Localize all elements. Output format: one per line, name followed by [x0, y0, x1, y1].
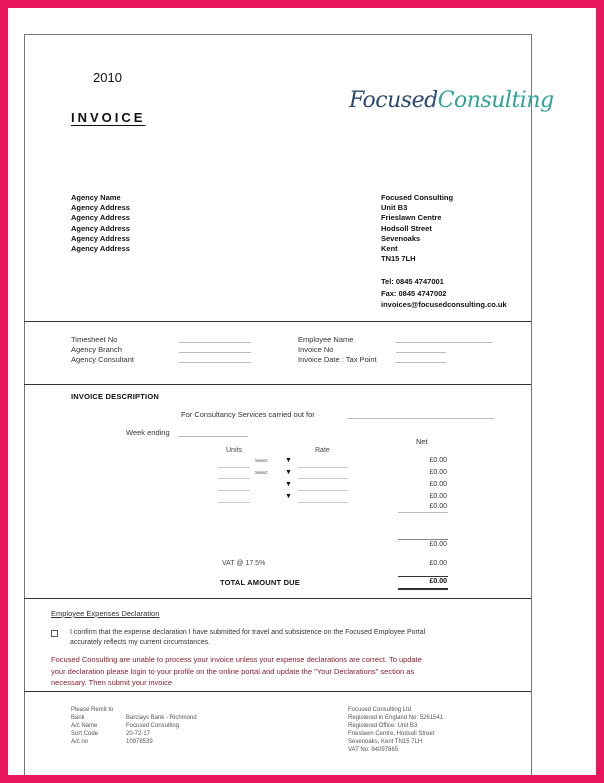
company-address-line: TN15 7LH: [381, 254, 416, 264]
vat-label: VAT @ 17.5%: [222, 560, 266, 567]
logo-text-primary: Focused: [349, 88, 438, 113]
agency-address-line: Agency Address: [71, 233, 130, 243]
line-net-value: £0.00: [429, 469, 447, 476]
dropdown-arrow-icon[interactable]: ▼: [285, 481, 292, 488]
company-logo: [349, 88, 554, 113]
units-input[interactable]: [218, 457, 250, 468]
declaration-line: I confirm that the expense declaration I have submitted for travel and subsistence on the Focused Employee Portal: [70, 629, 426, 636]
registration-line: Frieslawn Centre, Hodsoll Street: [348, 731, 435, 737]
rate-input[interactable]: [298, 457, 348, 468]
company-registration-block: [348, 706, 443, 754]
remit-labels: [71, 714, 98, 746]
total-bottom-rule: [398, 588, 448, 590]
registration-line: Registered Office: Unit B3: [348, 723, 418, 729]
invoice-title: INVOICE: [71, 110, 146, 125]
dropdown-arrow-icon[interactable]: ▼: [285, 457, 292, 464]
agency-consultant-field[interactable]: [179, 362, 251, 363]
remit-value: Focused Consulting: [126, 723, 180, 729]
invoice-email: invoices@focusedconsulting.co.uk: [381, 300, 507, 309]
employee-labels: [298, 335, 377, 365]
declaration-line: accurately reflects my current circumstances.: [70, 639, 211, 646]
line-net-value: £0.00: [429, 503, 447, 510]
telephone: Tel: 0845 4747001: [381, 277, 444, 286]
company-address-line: Hodsoll Street: [381, 223, 432, 233]
dropdown-arrow-icon[interactable]: ▼: [285, 469, 292, 476]
registration-line: Focused Consulting Ltd: [348, 707, 412, 713]
total-amount-value: £0.00: [429, 578, 447, 585]
invoice-no-field[interactable]: [396, 352, 446, 353]
line-net-value: £0.00: [429, 481, 447, 488]
remit-value: Barclays Bank - Richmond: [126, 715, 197, 721]
declaration-checkbox[interactable]: [51, 630, 58, 637]
company-address-line: Focused Consulting: [381, 193, 454, 202]
agency-address-line: Agency Address: [71, 223, 130, 233]
remit-label: A/c Name: [71, 723, 98, 729]
section-divider: [24, 384, 531, 385]
total-amount-label: TOTAL AMOUNT DUE: [220, 578, 301, 587]
company-contact-block: [381, 276, 507, 311]
rate-header: Rate: [315, 447, 330, 454]
warning-line: necessary. Then submit your invoice: [51, 678, 173, 687]
agency-address-line: Agency Address: [71, 213, 130, 223]
subtotal-rule: [398, 539, 448, 540]
rate-input[interactable]: [298, 492, 348, 503]
company-address-line: Sevenoaks: [381, 233, 421, 243]
dropdown-arrow-icon[interactable]: ▼: [285, 493, 292, 500]
line-net-value: £0.00: [429, 457, 447, 464]
remit-values: [126, 714, 197, 746]
agency-branch-field[interactable]: [179, 352, 251, 353]
consultancy-label: For Consultancy Services carried out for: [181, 410, 315, 419]
company-address-line: Unit B3: [381, 203, 408, 213]
section-divider: [24, 321, 531, 322]
company-address-block: [381, 193, 453, 264]
invoice-no-label: Invoice No: [298, 345, 334, 354]
total-top-rule: [398, 576, 448, 577]
agency-consultant-label: Agency Consultant: [71, 355, 134, 364]
timesheet-no-field[interactable]: [179, 342, 251, 343]
rate-input[interactable]: [298, 468, 348, 479]
declaration-text: [70, 628, 425, 648]
remit-label: A/c no: [71, 739, 89, 745]
timesheet-no-label: Timesheet No: [71, 335, 118, 344]
vat-value: £0.00: [429, 560, 447, 567]
fax: Fax: 0845 4747002: [381, 288, 447, 298]
agency-address-line: Agency Address: [71, 244, 130, 254]
employee-name-field[interactable]: [396, 342, 492, 343]
select-dropdown-label[interactable]: Select: [255, 470, 268, 475]
invoice-date-field[interactable]: [396, 362, 446, 363]
logo-text-accent: Consulting: [437, 88, 554, 113]
units-input[interactable]: [218, 468, 250, 479]
section-divider: [24, 598, 531, 599]
net-column-rule: [398, 512, 448, 513]
declaration-warning: [51, 654, 422, 689]
invoice-sheet: [8, 8, 596, 775]
registration-line: Sevenoaks, Kent TN15 7LH: [348, 739, 423, 745]
employee-name-label: Employee Name: [298, 335, 354, 344]
warning-line: your declaration please login to your profile on the online portal and update the "Your Declarations" section as: [51, 666, 415, 676]
agency-address-line: Agency Address: [71, 203, 130, 213]
week-ending-field[interactable]: [178, 436, 248, 437]
subtotal-value: £0.00: [429, 541, 447, 548]
invoice-year: 2010: [93, 70, 122, 85]
remit-label: Sort Code: [71, 731, 99, 737]
consultancy-client-field[interactable]: [348, 418, 494, 419]
remit-value: 20-72-17: [126, 731, 151, 737]
remit-heading: Please Remit to: [71, 707, 114, 713]
remit-value: 10978539: [126, 739, 153, 745]
company-address-line: Kent: [381, 244, 398, 254]
registration-line: VAT No: 84097865: [348, 747, 399, 753]
net-header: Net: [416, 437, 428, 446]
select-dropdown-label[interactable]: Select: [255, 458, 268, 463]
units-input[interactable]: [218, 480, 250, 491]
warning-line: Focused Consulting are unable to process your invoice unless your expense declarations are correct. To update: [51, 655, 422, 664]
agency-address-block: [71, 193, 130, 254]
rate-input[interactable]: [298, 480, 348, 491]
registration-line: Registered in England No: 5261541: [348, 715, 444, 721]
remit-label: Bank: [71, 715, 85, 721]
timesheet-labels: [71, 335, 134, 365]
agency-branch-label: Agency Branch: [71, 345, 122, 354]
invoice-description-heading: INVOICE DESCRIPTION: [71, 392, 159, 401]
expenses-heading: Employee Expenses Declaration: [51, 609, 160, 618]
units-input[interactable]: [218, 492, 250, 503]
invoice-date-label: Invoice Date : Tax Point: [298, 355, 377, 364]
agency-name: Agency Name: [71, 193, 121, 202]
units-header: Units: [226, 447, 242, 454]
company-address-line: Frieslawn Centre: [381, 213, 442, 223]
line-net-value: £0.00: [429, 493, 447, 500]
week-ending-label: Week ending: [126, 428, 170, 437]
section-divider: [24, 691, 531, 692]
